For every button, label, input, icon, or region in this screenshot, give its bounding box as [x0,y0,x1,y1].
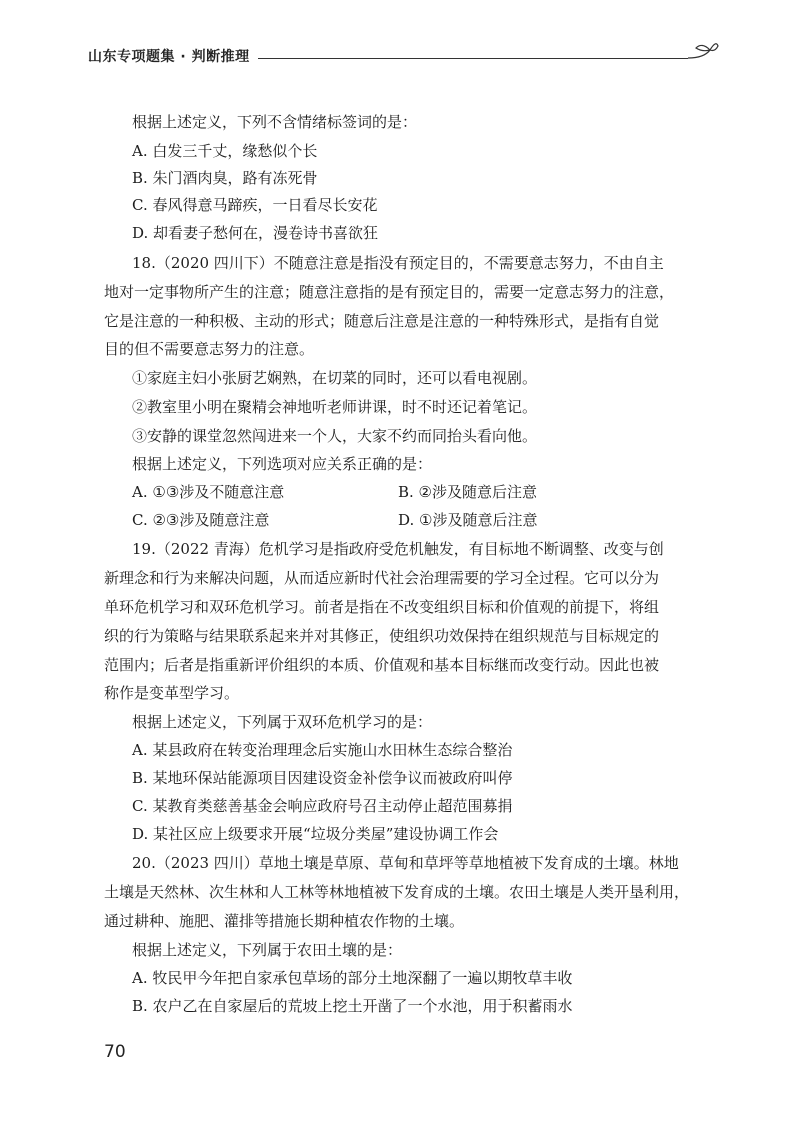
q19-option-b: B. 某地环保站能源项目因建设资金补偿争议而被政府叫停 [132,769,513,787]
header-title: 山东专项题集 · 判断推理 [88,49,250,65]
q18-para-line: 地对一定事物所产生的注意；随意注意指的是有预定目的，需要一定意志努力的注意， [104,283,675,301]
q19-option-d: D. 某社区应上级要求开展“垃圾分类屋”建设协调工作会 [132,825,499,843]
q19-para-line: 织的行为策略与结果联系起来并对其修正，使组织功效保持在组织规范与目标规定的 [104,627,660,645]
q19-para-line: 范围内；后者是指重新评价组织的本质、价值观和基本目标继而改变行动。因此也被 [104,656,660,674]
q17-option-a: A. 白发三千丈，缘愁似个长 [132,142,318,160]
q20-para-line: 20.（2023 四川）草地土壤是草原、草甸和草坪等草地植被下发育成的土壤。林地 [132,854,679,872]
running-header [88,38,728,68]
q18-option-c: C. ②③涉及随意注意 [132,511,270,529]
q18-para-line: 它是注意的一种积极、主动的形式；随意后注意是注意的一种特殊形式，是指有自觉 [104,312,660,330]
sprout-icon [684,38,720,68]
q20-para-line: 通过耕种、施肥、灌排等措施长期种植农作物的土壤。 [104,912,465,930]
q19-option-a: A. 某县政府在转变治理理念后实施山水田林生态综合整治 [132,741,513,759]
q18-para-line: 18.（2020 四川下）不随意注意是指没有预定目的，不需要意志努力，不由自主 [132,254,664,272]
q19-para-line: 19.（2022 青海）危机学习是指政府受危机触发，有目标地不断调整、改变与创 [132,540,664,558]
q17-stem: 根据上述定义，下列不含情绪标签词的是： [132,113,418,131]
q20-para-line: 土壤是天然林、次生林和人工林等林地植被下发育成的土壤。农田土壤是人类开垦利用， [104,883,690,901]
q18-item-3: ③安静的课堂忽然闯进来一个人，大家不约而同抬头看向他。 [132,427,538,445]
q18-item-2: ②教室里小明在聚精会神地听老师讲课，时不时还记着笔记。 [132,398,538,416]
q18-stem: 根据上述定义，下列选项对应关系正确的是： [132,455,433,473]
q20-option-b: B. 农户乙在自家屋后的荒坡上挖土开凿了一个水池，用于积蓄雨水 [132,997,573,1015]
q18-item-1: ①家庭主妇小张厨艺娴熟，在切菜的同时，还可以看电视剧。 [132,369,538,387]
q19-option-c: C. 某教育类慈善基金会响应政府号召主动停止超范围募捐 [132,797,513,815]
q18-option-d: D. ①涉及随意后注意 [398,511,538,529]
q17-option-b: B. 朱门酒肉臭，路有冻死骨 [132,169,318,187]
q17-option-c: C. 春风得意马蹄疾，一日看尽长安花 [132,196,378,214]
q18-option-a: A. ①③涉及不随意注意 [132,483,285,501]
page-number: 70 [104,1042,126,1062]
q20-stem: 根据上述定义，下列属于农田土壤的是： [132,941,403,959]
q18-option-b: B. ②涉及随意后注意 [398,483,538,501]
q20-option-a: A. 牧民甲今年把自家承包草场的部分土地深翻了一遍以期牧草丰收 [132,969,573,987]
header-rule [258,58,688,59]
q18-para-line: 目的但不需要意志努力的注意。 [104,340,315,358]
q17-option-d: D. 却看妻子愁何在，漫卷诗书喜欲狂 [132,224,379,242]
q19-para-line: 单环危机学习和双环危机学习。前者是指在不改变组织目标和价值观的前提下，将组 [104,598,660,616]
q19-para-line: 称作是变革型学习。 [104,684,240,702]
q19-para-line: 新理念和行为来解决问题，从而适应新时代社会治理需要的学习全过程。它可以分为 [104,569,660,587]
q19-stem: 根据上述定义，下列属于双环危机学习的是： [132,713,433,731]
